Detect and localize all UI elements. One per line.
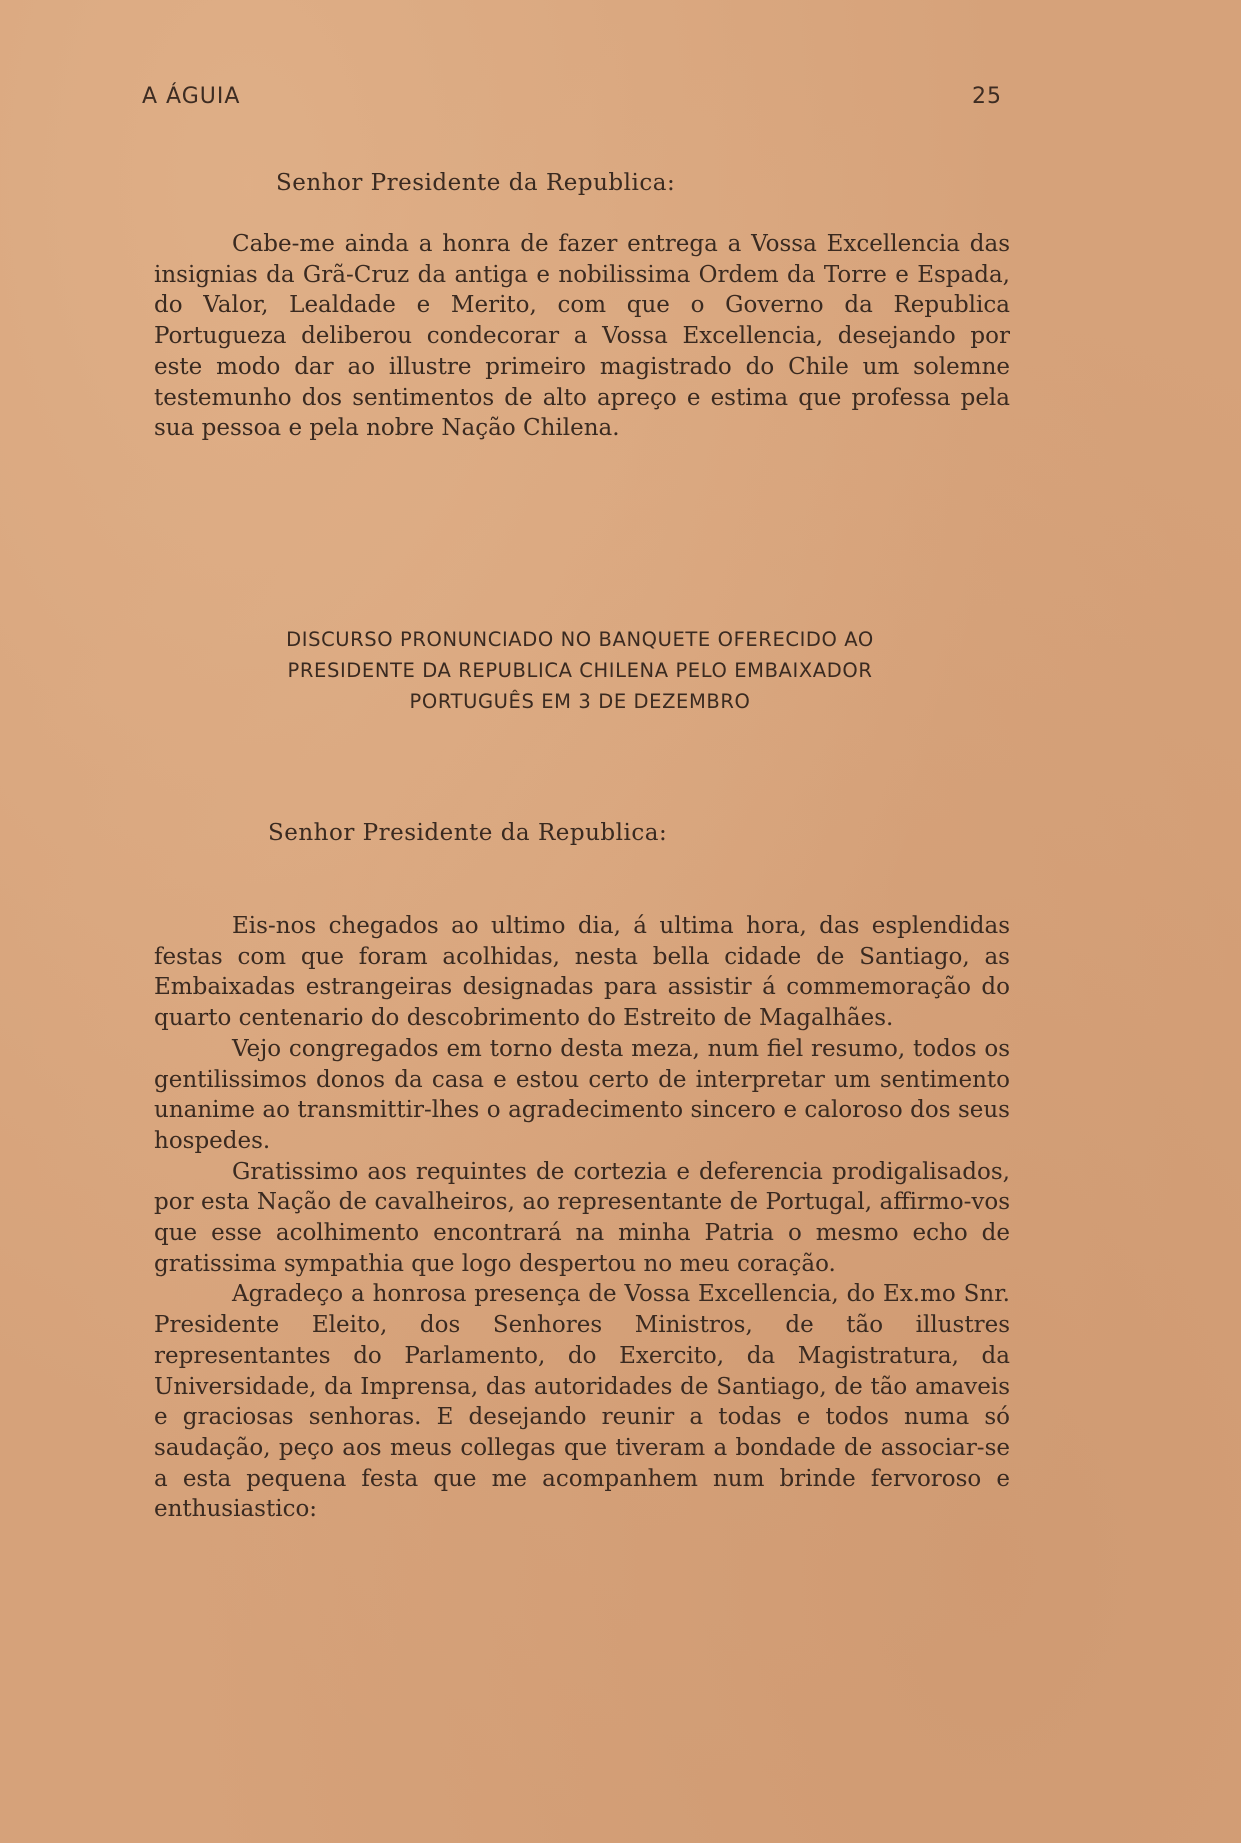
page-number: 25 [972,84,1002,109]
letter-paragraph: Cabe-me ainda a honra de fazer entrega a Vossa Excellencia das insignias da Grã-Cruz da antiga e nobilissima Ordem da Torre e Espada, do Valor, Lealdade e Merito, com que o Governo da Republica Portugueza deliberou condecorar a Vossa Excellencia, desejando por este modo dar ao illustre primeiro magistrado do Chile um solemne testemunho dos sentimentos de alto apreço e estima que professa pela sua pessoa e pela nobre Nação Chilena. [154,231,1010,442]
speech-heading-line: PORTUGUÊS EM 3 DE DEZEMBRO [409,690,751,713]
speech-heading-line: DISCURSO PRONUNCIADO NO BANQUETE OFERECIDO AO [286,628,874,651]
speech-heading-line: PRESIDENTE DA REPUBLICA CHILENA PELO EMBAIXADOR [287,659,873,682]
running-header [142,84,1002,116]
letter-body [154,229,1010,444]
letter-salutation: Senhor Presidente da Republica: [276,170,676,196]
speech-paragraph: Eis-nos chegados ao ultimo dia, á ultima hora, das esplendidas festas com que foram acolhidas, nesta bella cidade de Santiago, as Embaixadas estrangeiras designadas para assistir á commemoração do quarto centenario do descobrimento do Estreito de Magalhães. [154,913,1010,1032]
speech-body [154,911,1010,1525]
speech-salutation: Senhor Presidente da Republica: [268,820,668,846]
speech-paragraph: Gratissimo aos requintes de cortezia e deferencia prodigalisados, por esta Nação de cavalheiros, ao representante de Portugal, affirmo-vos que esse acolhimento encontrará na minha Patria o mesmo echo de gratissima sympathia que logo despertou no meu coração. [154,1158,1010,1277]
journal-title: A ÁGUIA [142,84,241,109]
speech-paragraph: Vejo congregados em torno desta meza, num fiel resumo, todos os gentilissimos donos da casa e estou certo de interpretar um sentimento unanime ao transmittir-lhes o agradecimento sincero e caloroso dos seus hospedes. [154,1035,1010,1154]
speech-paragraph: Agradeço a honrosa presença de Vossa Excellencia, do Ex.mo Snr. Presidente Eleito, dos Senhores Ministros, de tão illustres representantes do Parlamento, do Exercito, da Magistratura, da Universidade, da Imprensa, das autoridades de Santiago, de tão amaveis e graciosas senhoras. E desejando reunir a todas e todos numa só saudação, peço aos meus collegas que tiveram a bondade de associar-se a esta pequena festa que me acompanhem num brinde fervoroso e enthusiastico: [154,1281,1010,1523]
speech-heading [240,624,920,717]
